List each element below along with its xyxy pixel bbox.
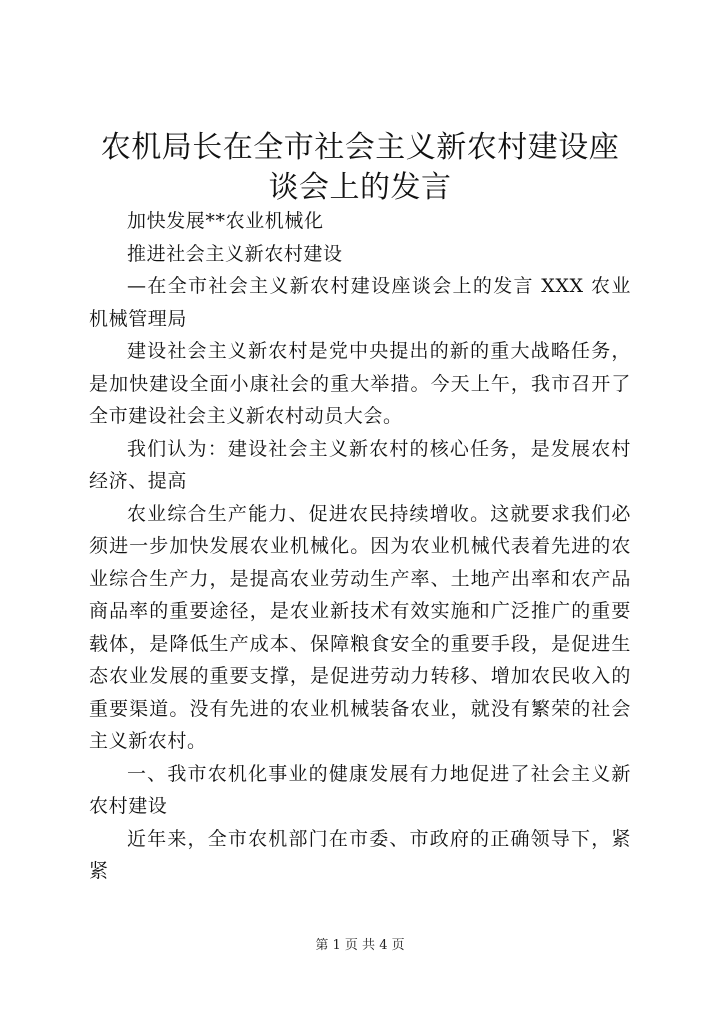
paragraph-intro: 建设社会主义新农村是党中央提出的新的重大战略任务，是加快建设全面小康社会的重大举措。今天上午，我市召开了全市建设社会主义新农村动员大会。 [89, 340, 631, 427]
document-title: 农机局长在全市社会主义新农村建设座谈会上的发言 [100, 130, 620, 205]
paragraph-subtitle-1: 加快发展**农业机械化 [127, 210, 324, 232]
paragraph-mechanization: 农业综合生产能力、促进农民持续增收。这就要求我们必须进一步加快发展农业机械化。因为农业机械代表着先进的农业综合生产力，是提高农业劳动生产率、土地产出率和农产品商品率的重要途径，是农业新技术有效实施和广泛推广的重要载体，是降低生产成本、保障粮食安全的重要手段，是促进生态农业发展的重要支撑，是促进劳动力转移、增加农民收入的重要渠道。没有先进的农业机械装备农业，就没有繁荣的社会主义新农村。 [89, 502, 631, 752]
paragraph-core-task: 我们认为：建设社会主义新农村的核心任务，是发展农村经济、提高 [89, 437, 631, 492]
document-body [89, 205, 631, 888]
page-number-footer: 第 1 页 共 4 页 [315, 938, 405, 953]
paragraph-subtitle-2: 推进社会主义新农村建设 [127, 242, 343, 265]
paragraph-byline: —在全市社会主义新农村建设座谈会上的发言 XXX 农业机械管理局 [89, 275, 631, 330]
paragraph-section-heading: 一、我市农机化事业的健康发展有力地促进了社会主义新农村建设 [89, 762, 631, 817]
paragraph-recent-years: 近年来，全市农机部门在市委、市政府的正确领导下，紧紧 [89, 827, 631, 882]
